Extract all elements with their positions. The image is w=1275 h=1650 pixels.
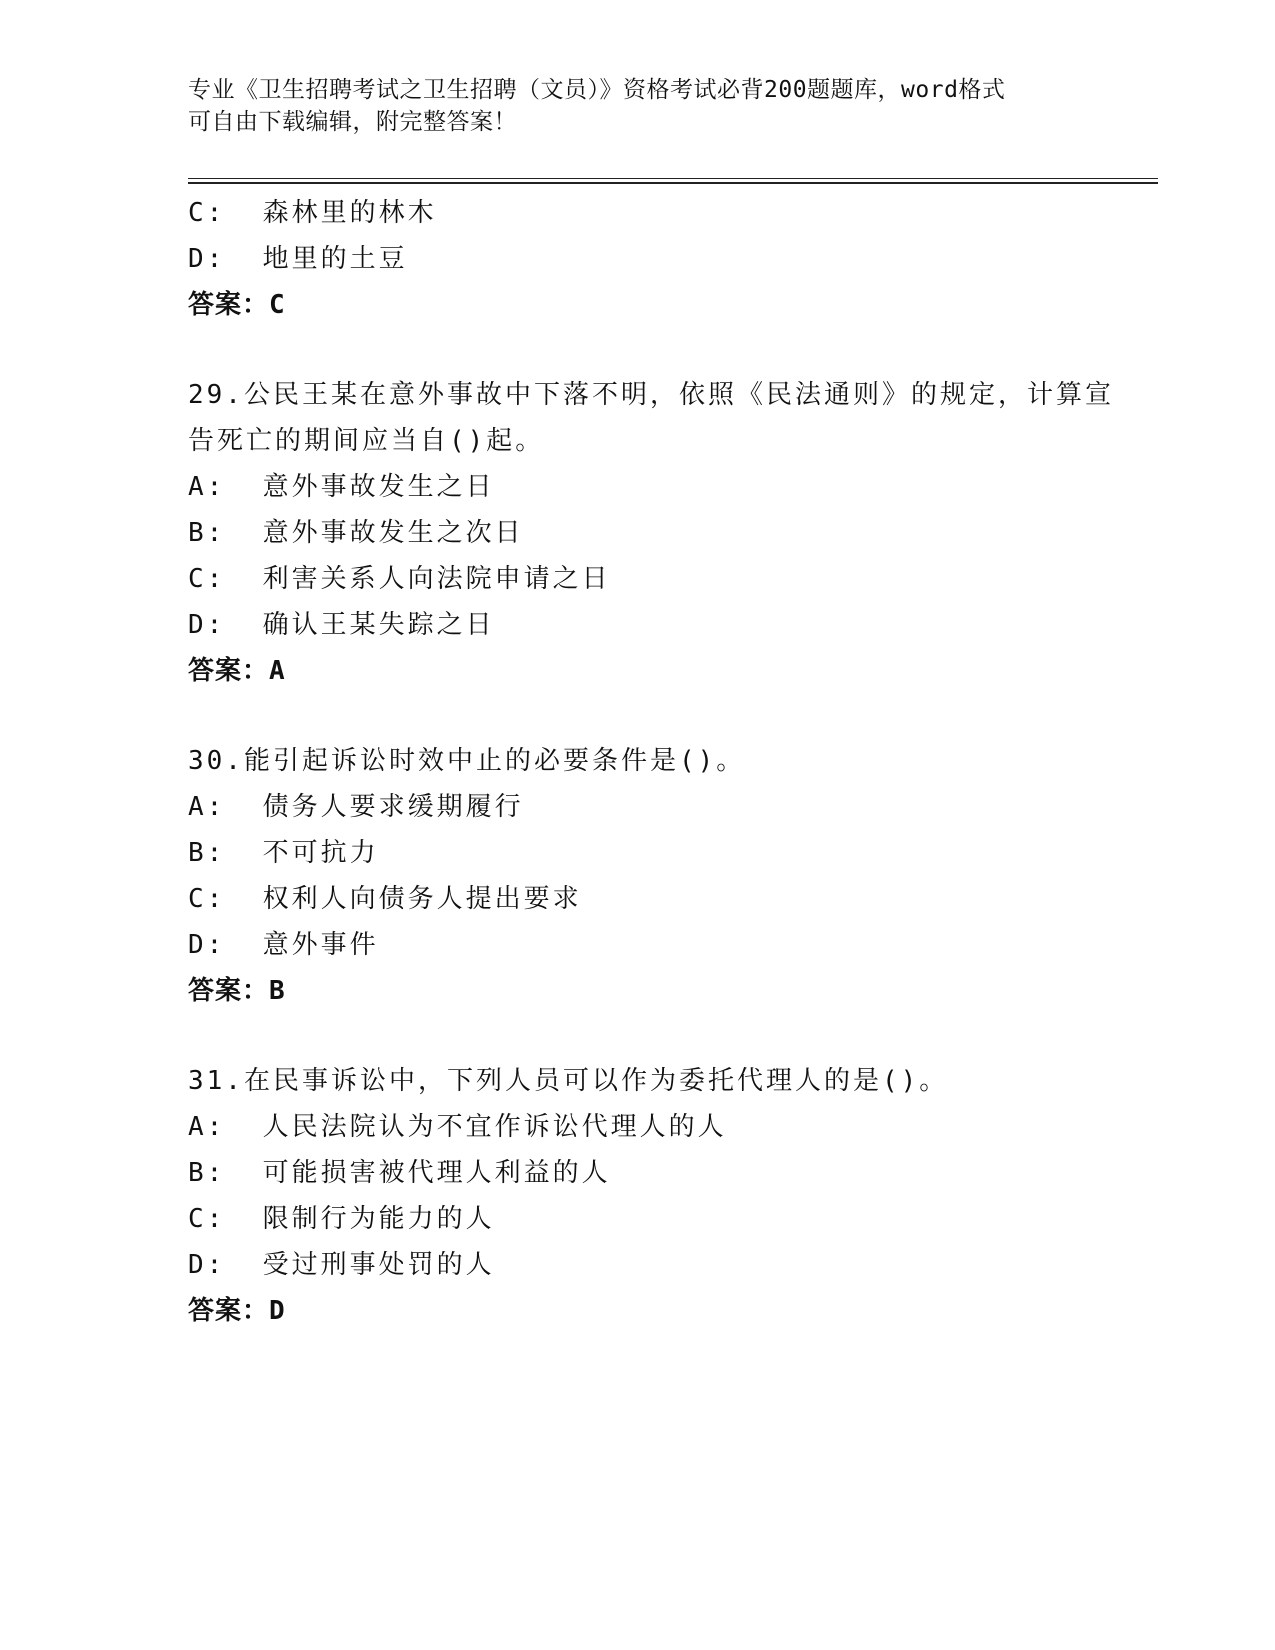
option-c: C: 限制行为能力的人 xyxy=(188,1204,495,1234)
question-text: 31.在民事诉讼中，下列人员可以作为委托代理人的是()。 xyxy=(188,1066,949,1096)
option-b: B: 不可抗力 xyxy=(188,838,379,868)
question-text: 29.公民王某在意外事故中下落不明，依照《民法通则》的规定，计算宣告死亡的期间应当自()起。 xyxy=(188,380,1114,456)
question-29 xyxy=(188,372,1118,694)
answer-line: 答案：A xyxy=(188,656,286,686)
answer-line: 答案：C xyxy=(188,290,286,320)
answer-line: 答案：B xyxy=(188,976,286,1006)
option-d: D: 地里的土豆 xyxy=(188,244,408,274)
option-c: C: 森林里的林木 xyxy=(188,198,437,228)
answer-line: 答案：D xyxy=(188,1296,286,1326)
option-a: A: 人民法院认为不宜作诉讼代理人的人 xyxy=(188,1112,727,1142)
header-line-2: 可自由下载编辑，附完整答案！ xyxy=(188,109,517,135)
previous-question-tail xyxy=(188,190,1118,328)
question-list xyxy=(188,190,1118,1334)
header-line-1: 专业《卫生招聘考试之卫生招聘（文员）》资格考试必背200题题库，word格式 xyxy=(188,77,1006,103)
option-c: C: 利害关系人向法院申请之日 xyxy=(188,564,611,594)
document-header xyxy=(188,74,1088,138)
option-a: A: 债务人要求缓期履行 xyxy=(188,792,524,822)
option-d: D: 受过刑事处罚的人 xyxy=(188,1250,495,1280)
header-rule-thin xyxy=(188,178,1158,179)
option-d: D: 意外事件 xyxy=(188,930,379,960)
option-b: B: 意外事故发生之次日 xyxy=(188,518,524,548)
option-c: C: 权利人向债务人提出要求 xyxy=(188,884,582,914)
option-a: A: 意外事故发生之日 xyxy=(188,472,495,502)
question-31 xyxy=(188,1058,1118,1334)
header-rule-thick xyxy=(188,182,1158,184)
option-d: D: 确认王某失踪之日 xyxy=(188,610,495,640)
question-text: 30.能引起诉讼时效中止的必要条件是()。 xyxy=(188,746,746,776)
option-b: B: 可能损害被代理人利益的人 xyxy=(188,1158,611,1188)
question-30 xyxy=(188,738,1118,1014)
